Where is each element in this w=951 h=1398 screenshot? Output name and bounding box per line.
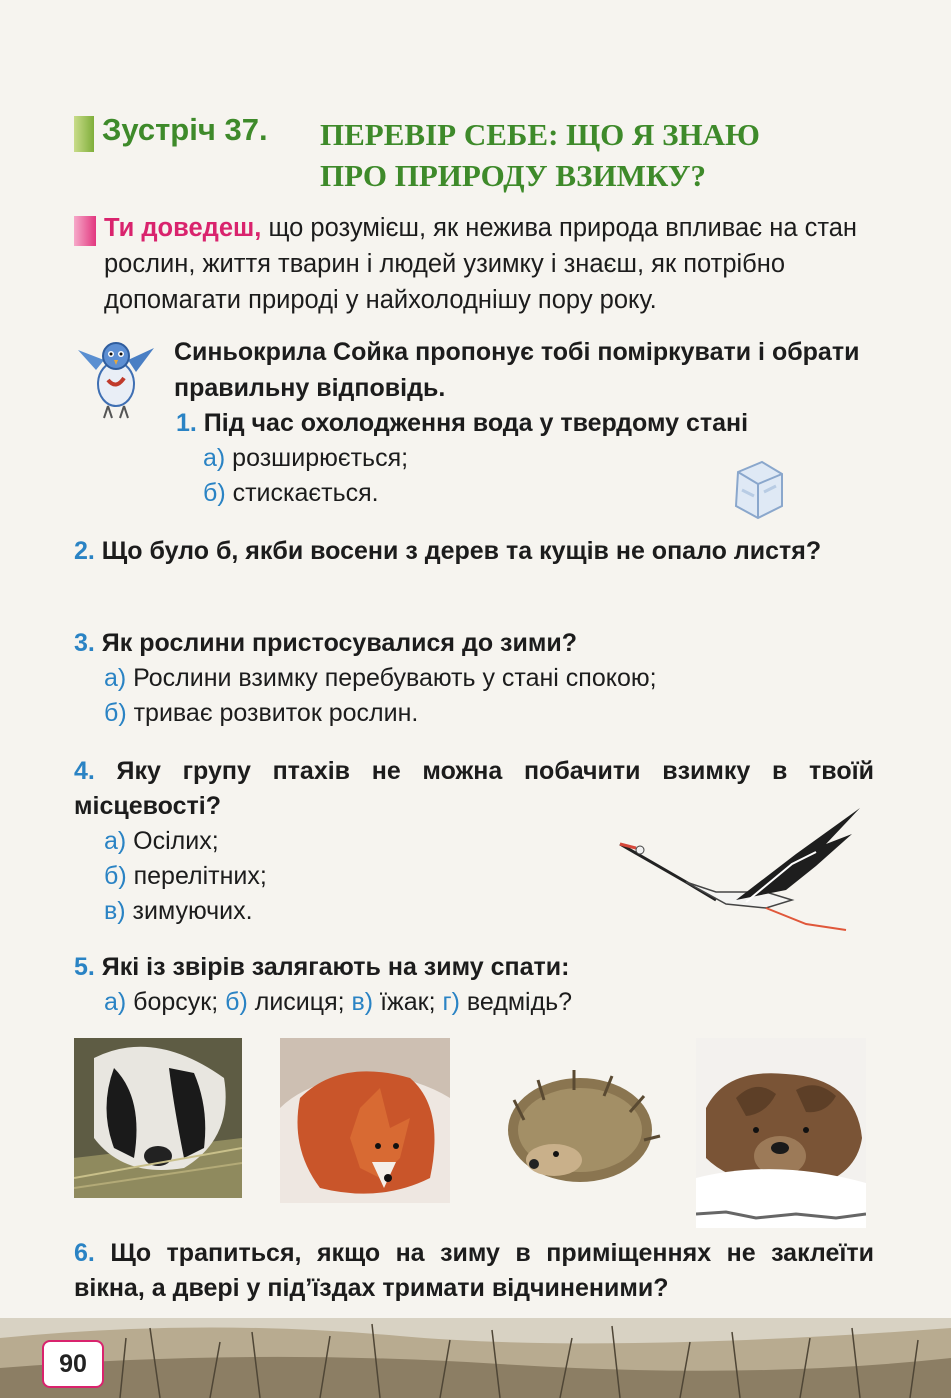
option-text: триває розвиток рослин.	[126, 699, 419, 727]
lesson-title-line2: ПРО ПРИРОДУ ВЗИМКУ?	[320, 158, 706, 193]
winter-grass-footer	[0, 1318, 951, 1398]
option-text: Рослини взимку перебувають у стані спокою;	[126, 664, 657, 692]
question-6-number: 6.	[74, 1239, 95, 1267]
question-2	[74, 534, 874, 569]
question-5	[74, 950, 874, 1020]
question-5-body: Які із звірів залягають на зиму спати:	[94, 953, 570, 981]
option-text: лисиця;	[247, 988, 352, 1016]
question-2-number: 2.	[74, 537, 95, 565]
option-text: борсук;	[126, 988, 226, 1016]
option-letter: г)	[442, 988, 460, 1016]
option-text: розширюється;	[225, 444, 409, 472]
ice-cube-icon	[728, 456, 788, 524]
jay-bird-icon	[74, 330, 158, 422]
question-3-option-b	[74, 696, 874, 731]
question-1-text	[176, 406, 886, 441]
goal-body: що розумієш, як нежива природа впливає на стан рослин, життя тварин і людей узимку і знаєш, як потрібно допомагати природі у найхолоднішу пору року.	[104, 214, 857, 314]
page-number-badge	[42, 1340, 104, 1388]
fox-photo	[280, 1038, 450, 1203]
option-text: їжак;	[373, 988, 443, 1016]
option-text: Осілих;	[126, 827, 219, 855]
option-text: стискається.	[225, 479, 379, 507]
option-letter: а)	[203, 444, 226, 472]
option-text: зимуючих.	[125, 897, 253, 925]
goal-marker	[74, 216, 96, 246]
lesson-title-line1: ПЕРЕВІР СЕБЕ: ЩО Я ЗНАЮ	[320, 117, 760, 152]
question-6	[74, 1236, 874, 1306]
option-letter: б)	[104, 699, 127, 727]
lesson-header	[74, 112, 894, 192]
instruction-text: Синьокрила Сойка пропонує тобі поміркувати і обрати правильну відповідь.	[174, 338, 860, 402]
option-letter: а)	[104, 664, 127, 692]
badger-photo	[74, 1038, 242, 1198]
question-3-option-a	[74, 661, 874, 696]
question-6-text	[74, 1236, 874, 1306]
question-5-number: 5.	[74, 953, 95, 981]
option-letter: в)	[104, 897, 126, 925]
question-2-body: Що було б, якби восени з дерев та кущів не опало листя?	[94, 537, 822, 565]
question-6-body: Що трапиться, якщо на зиму в приміщеннях не заклеїти вікна, а двері у під’їздах тримати відчиненими?	[74, 1239, 874, 1302]
option-text: перелітних;	[126, 862, 267, 890]
question-3-text	[74, 626, 874, 661]
question-3-body: Як рослини пристосувалися до зими?	[94, 629, 577, 657]
option-letter: б)	[225, 988, 248, 1016]
lesson-title	[320, 114, 880, 196]
option-letter: а)	[104, 988, 127, 1016]
option-letter: в)	[351, 988, 374, 1016]
question-3	[74, 626, 874, 731]
hedgehog-photo	[494, 1060, 664, 1195]
lesson-number: Зустріч 37.	[102, 112, 268, 147]
question-5-options	[74, 985, 874, 1020]
page-number: 90	[59, 1350, 87, 1378]
option-letter: б)	[104, 862, 127, 890]
bear-photo	[696, 1038, 866, 1228]
question-5-text	[74, 950, 874, 985]
question-1-number: 1.	[176, 409, 197, 437]
stork-icon	[616, 804, 866, 934]
option-letter: б)	[203, 479, 226, 507]
option-text: ведмідь?	[459, 988, 573, 1016]
question-3-number: 3.	[74, 629, 95, 657]
goal-text	[104, 210, 884, 318]
goal-lead: Ти доведеш,	[104, 214, 262, 242]
header-marker	[74, 116, 94, 152]
question-4-body: Яку групу птахів не можна побачити взимку в твоїй місцевості?	[74, 757, 874, 820]
question-2-text	[74, 534, 874, 569]
question-1-body: Під час охолодження вода у твердому стані	[196, 409, 749, 437]
question-4-number: 4.	[74, 757, 95, 785]
option-letter: а)	[104, 827, 127, 855]
